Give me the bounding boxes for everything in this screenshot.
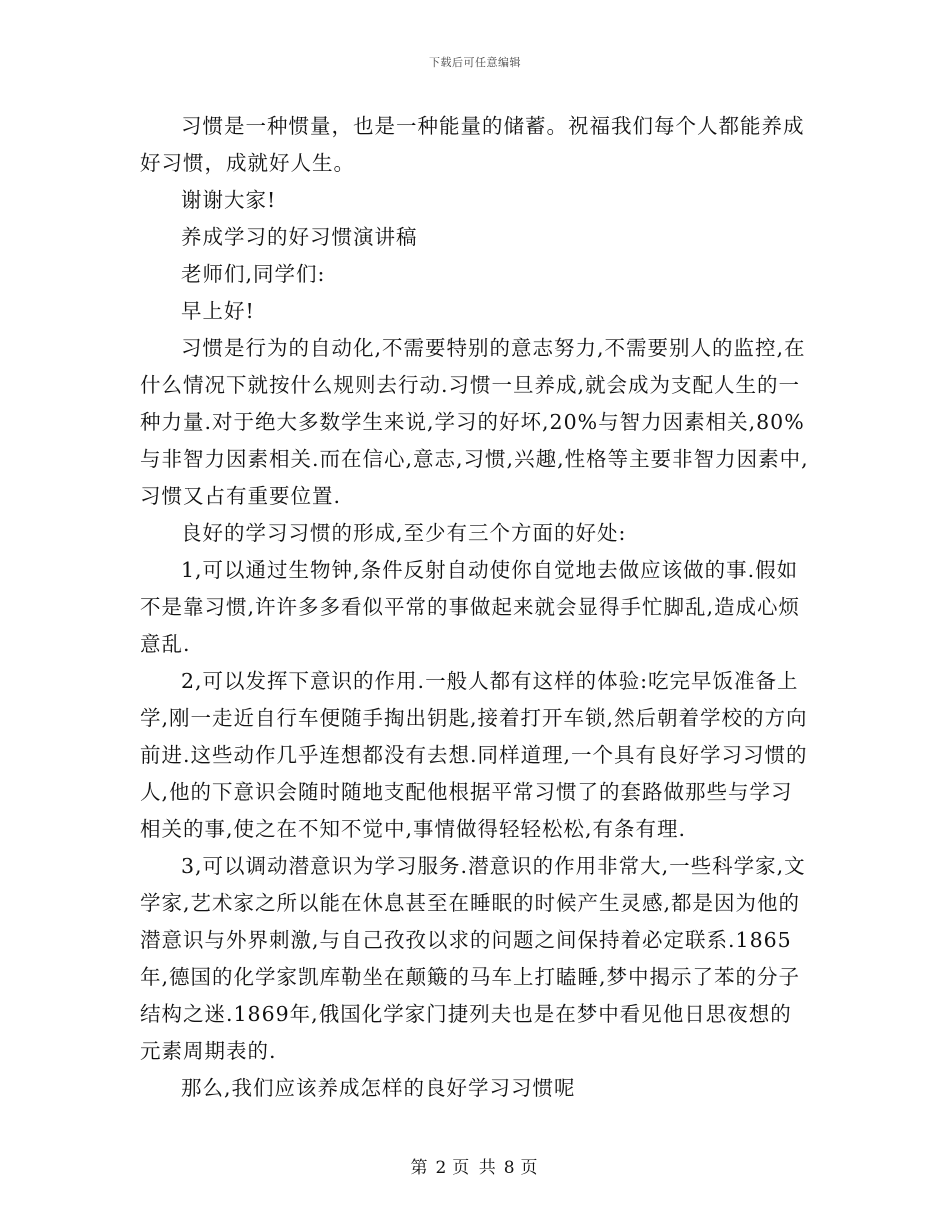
footer-prefix: 第: [410, 1158, 430, 1178]
page-footer: [0, 1153, 950, 1178]
list-item: 1,可以通过生物钟,条件反射自动使你自觉地去做应该做的事.假如不是靠习惯,许许多多看似平常的事做起来就会显得手忙脚乱,造成心烦意乱.: [140, 558, 801, 656]
page-header: 下载后可任意编辑: [429, 56, 521, 69]
greeting: 早上好!: [181, 299, 255, 323]
paragraph: 习惯是一种惯量，也是一种能量的储蓄。祝福我们每个人都能养成好习惯，成就好人生。: [140, 114, 805, 175]
paragraph: 良好的学习习惯的形成,至少有三个方面的好处:: [181, 521, 627, 545]
current-page-number: 2: [435, 1158, 447, 1178]
speech-title: 养成学习的好习惯演讲稿: [181, 225, 418, 249]
paragraph: 习惯是行为的自动化,不需要特别的意志努力,不需要别人的监控,在什么情况下就按什么规则去行动.习惯一旦养成,就会成为支配人生的一种力量.对于绝大多数学生来说,学习的好坏,20%与智力因素相关,80%与非智力因素相关.而在信心,意志,习惯,兴趣,性格等主要非智力因素中,习惯又占有重要位置.: [140, 336, 809, 508]
paragraph: 那么,我们应该养成怎样的良好学习习惯呢: [181, 1076, 576, 1100]
document-body: [140, 108, 810, 1107]
total-page-count: 8: [503, 1158, 515, 1178]
list-item: 2,可以发挥下意识的作用.一般人都有这样的体验:吃完早饭准备上学,刚一走近自行车便随手掏出钥匙,接着打开车锁,然后朝着学校的方向前进.这些动作几乎连想都没有去想.同样道理,一个具有良好学习习惯的人,他的下意识会随时随地支配他根据平常习惯了的套路做那些与学习相关的事,使之在不知不觉中,事情做得轻轻松松,有条有理.: [140, 669, 808, 841]
footer-suffix: 页: [520, 1158, 540, 1178]
list-item: 3,可以调动潜意识为学习服务.潜意识的作用非常大,一些科学家,文学家,艺术家之所以能在休息甚至在睡眠的时候产生灵感,都是因为他的潜意识与外界刺激,与自己孜孜以求的问题之间保持着必定联系.1865年,德国的化学家凯库勒坐在颠簸的马车上打瞌睡,梦中揭示了苯的分子结构之迷.1869年,俄国化学家门捷列夫也是在梦中看见他日思夜想的元素周期表的.: [140, 854, 806, 1063]
footer-middle: 页 共: [452, 1158, 498, 1178]
salutation: 老师们,同学们:: [181, 262, 326, 286]
paragraph: 谢谢大家!: [181, 188, 277, 212]
